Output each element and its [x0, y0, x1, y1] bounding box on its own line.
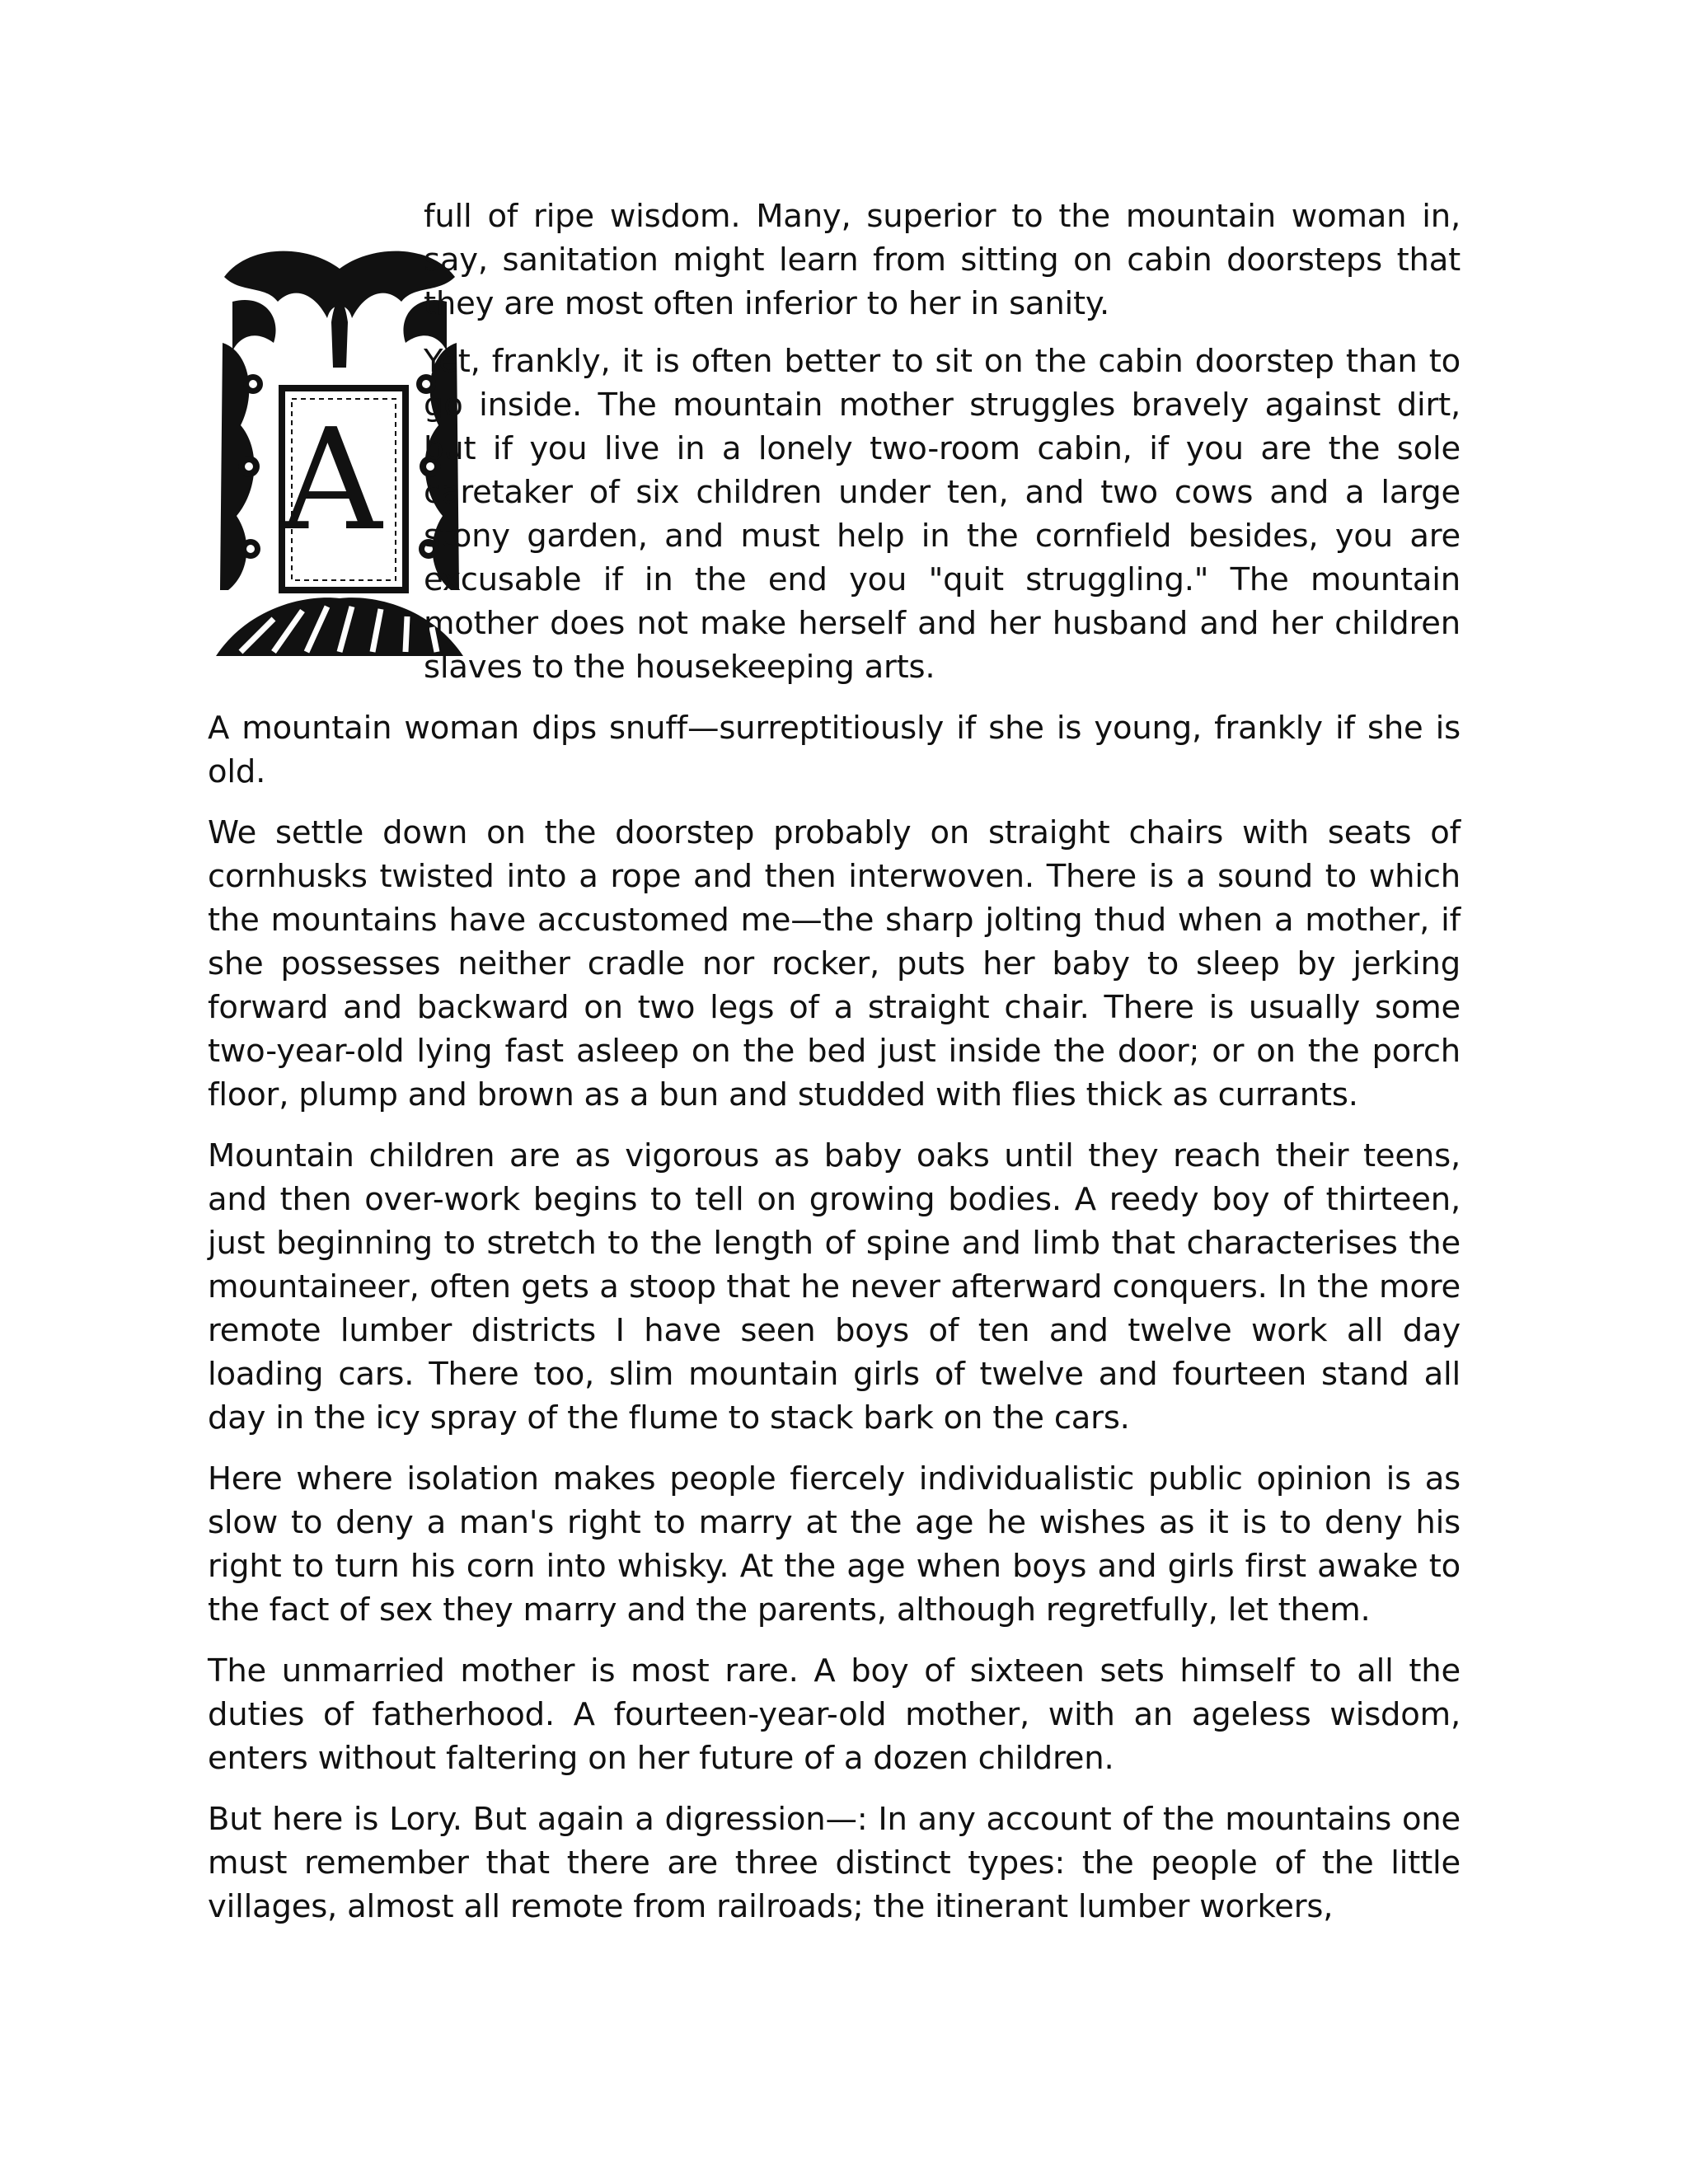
initial-letter: A	[280, 399, 382, 562]
paragraph: Here where isolation makes people fiercely individualistic public opinion is as slow to deny a man's right to marry at the age he wishes as it is to deny his right to turn his corn into whisky. At the age when boys and girls first awake to the fact of sex they marry and the parents, although regretfully, let them.	[208, 1460, 1461, 1629]
paragraph: Mountain children are as vigorous as baby oaks until they reach their teens, and then over-work begins to tell on growing bodies. A reedy boy of thirteen, just beginning to stretch to the length of spine and limb that characterises the mountaineer, often gets a stoop that he never afterward conquers. In the more remote lumber districts I have seen boys of ten and twelve work all day loading cars. There too, slim mountain girls of twelve and fourteen stand all day in the icy spray of the flume to stack bark on the cars.	[208, 1137, 1461, 1436]
paragraph: Yet, frankly, it is often better to sit on the cabin doorstep than to go inside. The mountain mother struggles bravely against dirt, but if you live in a lonely two-room cabin, if you are the sole caretaker of six children under ten, and two cows and a large stony garden, and must help in the cornfield besides, you are excusable if in the end you "quit struggling." The mountain mother does not make herself and her husband and her children slaves to the housekeeping arts.	[424, 343, 1461, 686]
paragraph: We settle down on the doorstep probably on straight chairs with seats of cornhusks twisted into a rope and then interwoven. There is a sound to which the mountains have accustomed me—the sharp jolting thud when a mother, if she possesses neither cradle nor rocker, puts her baby to sleep by jerking forward and backward on two legs of a straight chair. There is usually some two-year-old lying fast asleep on the bed just inside the door; or on the porch floor, plump and brown as a bun and studded with flies thick as currants.	[208, 814, 1461, 1113]
body-text	[208, 194, 1461, 1946]
paragraph: But here is Lory. But again a digression—: In any account of the mountains one must remember that there are three distinct types: the people of the little villages, almost all remote from railroads; the itinerant lumber workers,	[208, 1801, 1461, 1925]
paragraph: The unmarried mother is most rare. A boy of sixteen sets himself to all the duties of fatherhood. A fourteen-year-old mother, with an ageless wisdom, enters without faltering on her future of a dozen children.	[208, 1652, 1461, 1777]
paragraph: A mountain woman dips snuff—surreptitiously if she is young, frankly if she is old.	[208, 710, 1461, 790]
paragraph: full of ripe wisdom. Many, superior to the mountain woman in, say, sanitation might learn from sitting on cabin doorsteps that they are most often inferior to her in sanity.	[424, 198, 1461, 322]
